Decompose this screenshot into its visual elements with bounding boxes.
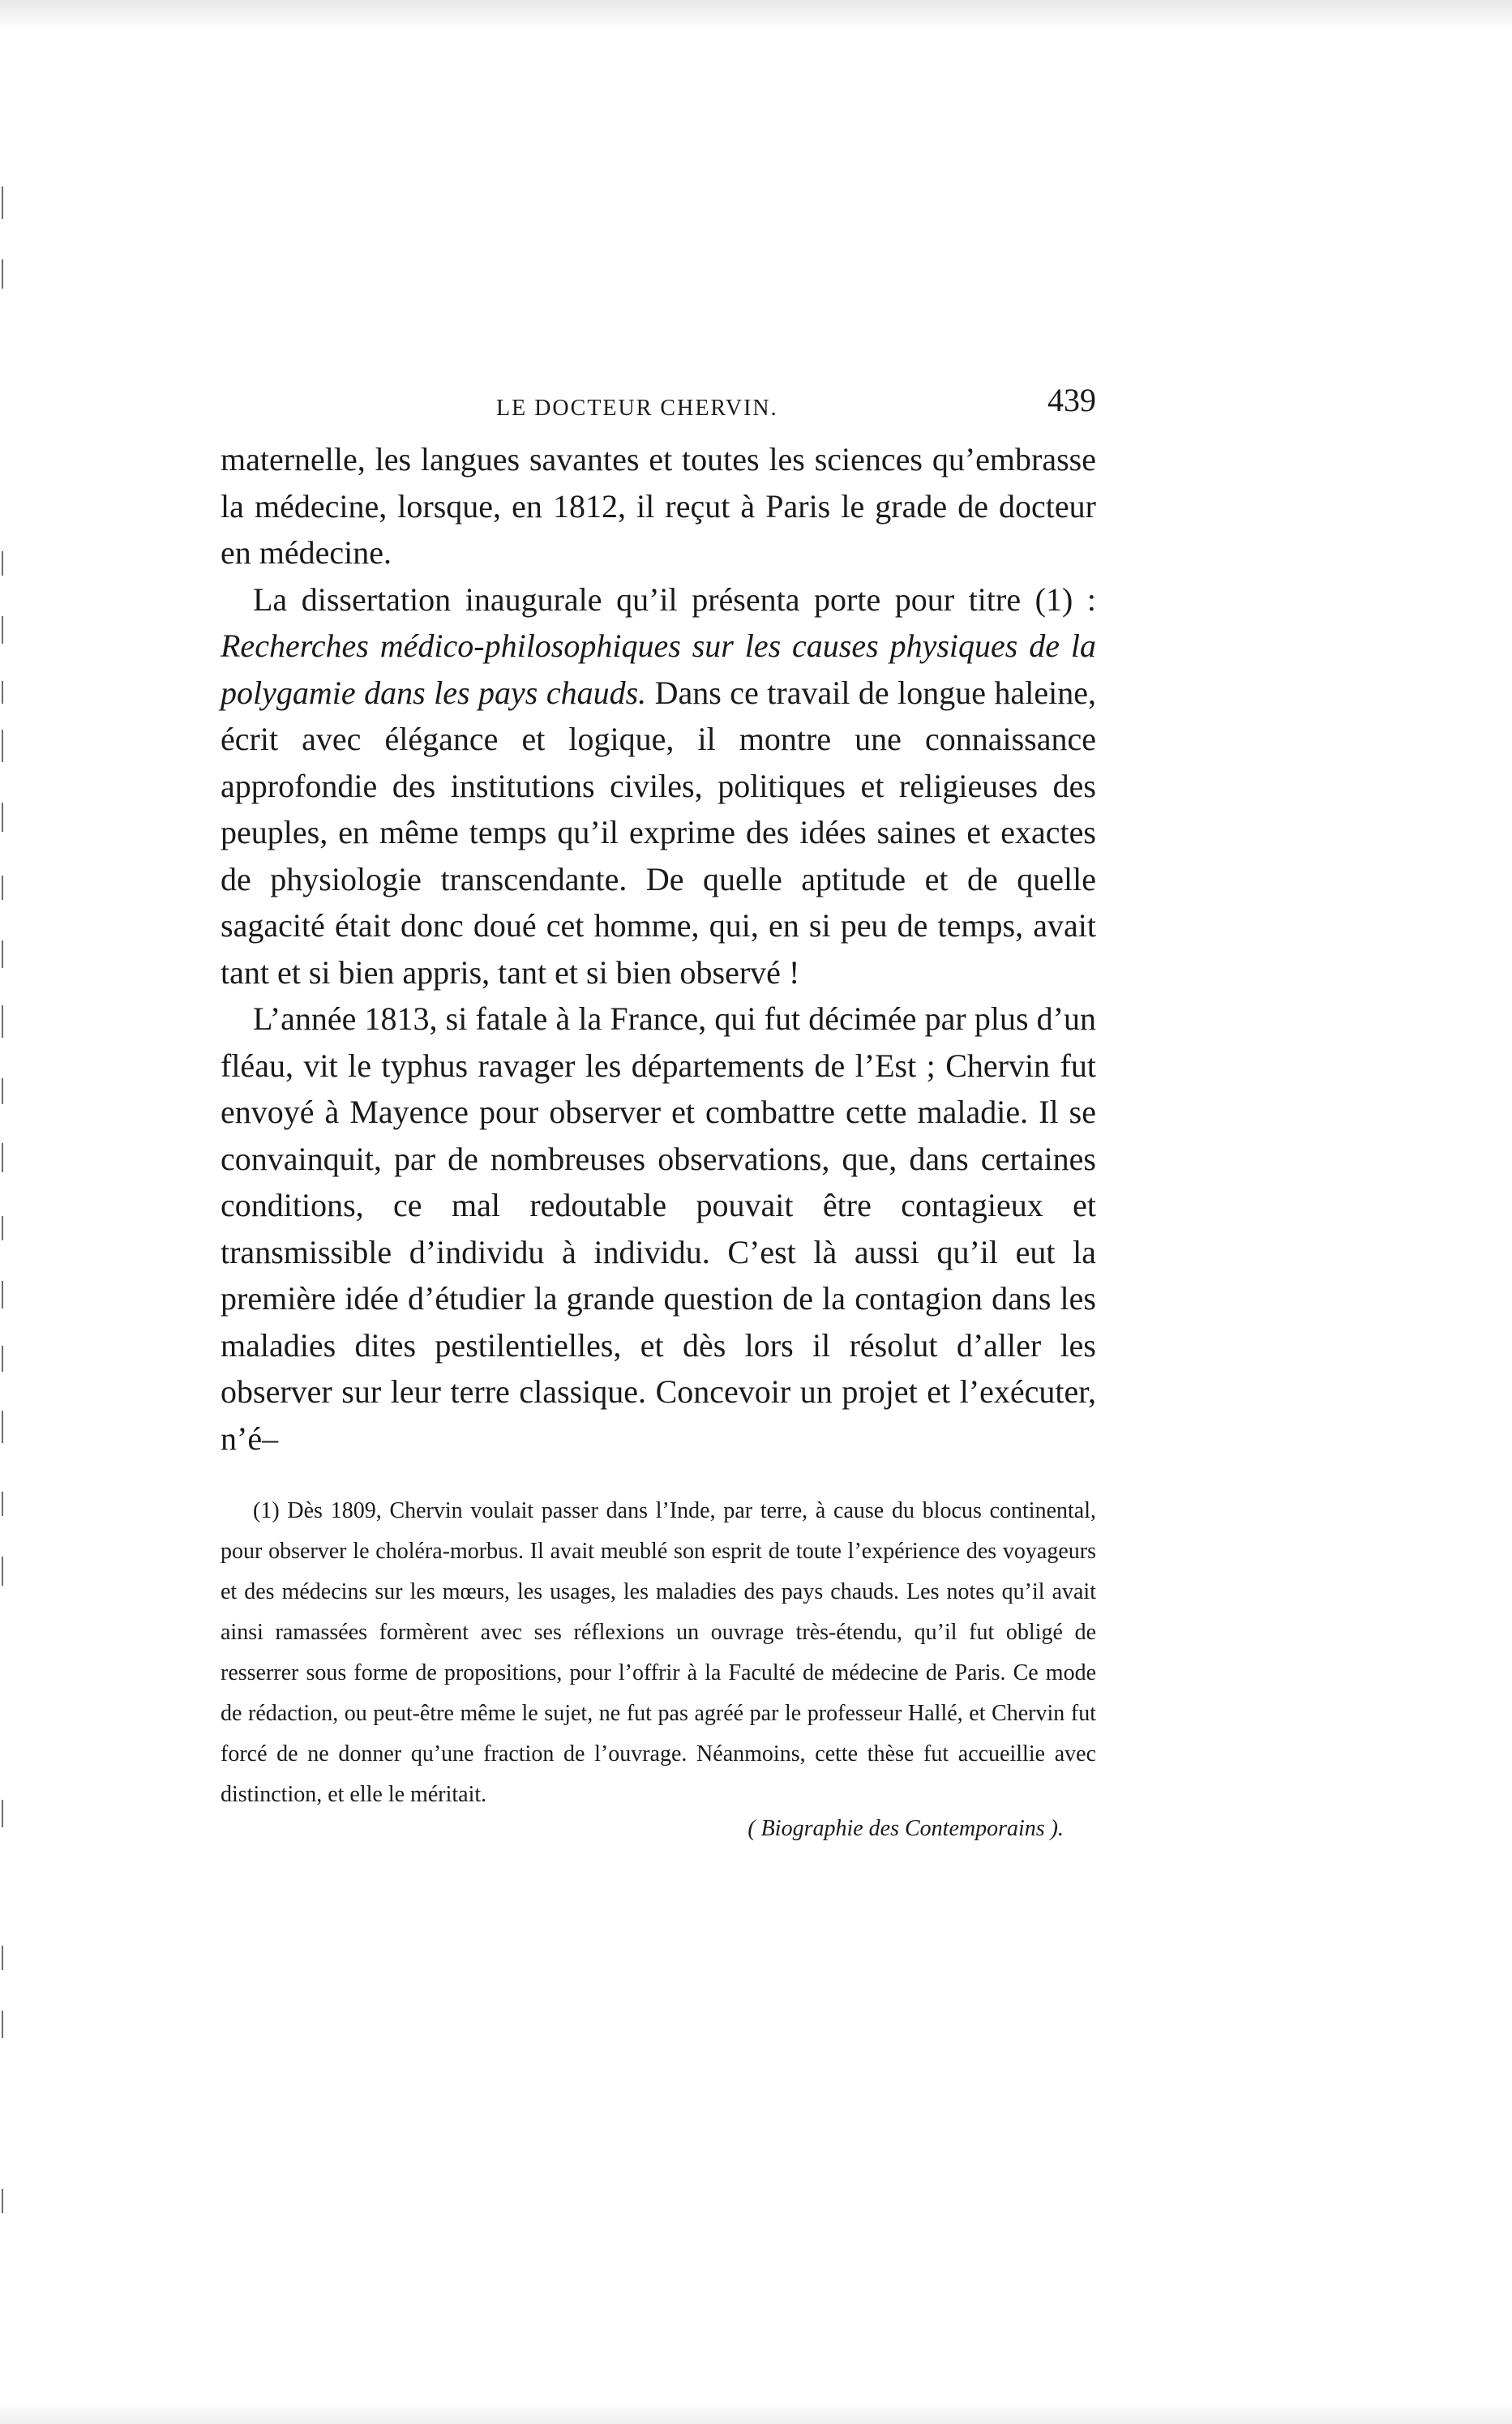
running-head <box>221 381 1096 436</box>
main-text <box>221 436 1096 1462</box>
paragraph-2-rest: Dans ce travail de longue haleine, écrit avec élégance et logique, il montre une connaissance approfondie des institutions civiles, politiques et religieuses des peuples, en même temps qu’il exprime des idées saines et exactes de physiologie transcendante. De quelle aptitude et de quelle sagacité était donc doué cet homme, qui, en si peu de temps, avait tant et si bien appris, tant et si bien observé ! <box>221 674 1096 991</box>
paragraph-1: maternelle, les langues savantes et toutes les sciences qu’embrasse la médecine, lorsque, en 1812, il reçut à Paris le grade de docteur en médecine. <box>221 441 1096 571</box>
scan-left-margin-marks <box>0 162 8 2270</box>
footnotes <box>221 1491 1096 1849</box>
scan-top-edge <box>0 0 1512 32</box>
footnote-1: (1) Dès 1809, Chervin voulait passer dans l’Inde, par terre, à cause du blocus continental, pour observer le choléra-morbus. Il avait meublé son esprit de toute l’expérience des voyageurs et des médecins sur les mœurs, les usages, les maladies des pays chauds. Les notes qu’il avait ainsi ramassées formèrent avec ses réflexions un ouvrage très-étendu, qu’il fut obligé de resserrer sous forme de propositions, pour l’offrir à la Faculté de médecine de Paris. Ce mode de rédaction, ou peut-être même le sujet, ne fut pas agréé par le professeur Hallé, et Chervin fut forcé de ne donner qu’une fraction de l’ouvrage. Néanmoins, cette thèse fut accueillie avec distinction, et elle le méritait. <box>221 1498 1096 1807</box>
book-page <box>221 381 1096 1849</box>
scan-bottom-edge <box>0 2400 1512 2424</box>
running-title: LE DOCTEUR CHERVIN. <box>496 396 778 421</box>
paragraph-2 <box>221 576 1096 996</box>
paragraph-3: L’année 1813, si fatale à la France, qui fut décimée par plus d’un fléau, vit le typhus ravager les départements de l’Est ; Chervin fut envoyé à Mayence pour observer et combattre cette maladie. Il se convainquit, par de nombreuses observations, que, dans certaines conditions, ce mal redoutable pouvait être contagieux et transmissible d’individu à individu. C’est là aussi qu’il eut la première idée d’étudier la grande question de la contagion dans les maladies dites pestilentielles, et dès lors il résolut d’aller les observer sur leur terre classique. Concevoir un projet et l’exécuter, n’é– <box>221 1000 1096 1457</box>
thesis-title: Recherches médico-philosophiques sur les causes physiques de la polygamie dans les pays chauds. <box>221 627 1096 711</box>
page-number: 439 <box>1047 382 1096 418</box>
footnote-source: ( Biographie des Contemporains ). <box>747 1816 1064 1841</box>
paragraph-2-lead: La dissertation inaugurale qu’il présenta porte pour titre (1) : <box>253 580 1096 618</box>
